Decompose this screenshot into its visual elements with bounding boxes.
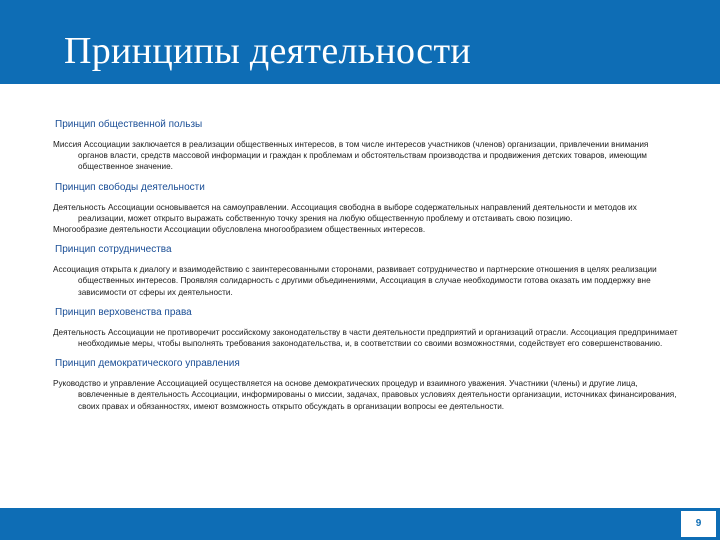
section-title: Принцип общественной пользы bbox=[55, 119, 203, 130]
page-number-box bbox=[681, 511, 716, 537]
section-paragraph: Многообразие деятельности Ассоциации обусловлена многообразием общественных интересов. bbox=[53, 225, 426, 235]
section-title: Принцип верховенства права bbox=[55, 306, 192, 318]
section-paragraph: Руководство и управление Ассоциацией осуществляется на основе демократических процедур и взаимного уважения. Участники (члены) и другие лица, вовлеченные в деятельность Ассоциации, информированы о миссии, задачах, правовых условиях деятельности организации, источниках финансирования, своих правах и обязанностях, имеют возможность открыто обсуждать в организации вопросы ее деятельности. bbox=[53, 379, 677, 411]
footer-bar bbox=[0, 508, 720, 540]
section-paragraph: Деятельность Ассоциации не противоречит российскому законодательству в части деятельности предприятий и организаций отрасли. Ассоциация предпринимает необходимые меры, чтобы выполнять требования законодательства, и, в соответствии со своими возможностями, содействует его совершенствованию. bbox=[53, 327, 678, 349]
section-rule-of-law bbox=[53, 306, 678, 349]
content-area bbox=[53, 118, 678, 412]
section-public-benefit bbox=[53, 118, 678, 173]
section-title: Принцип демократического управления bbox=[55, 358, 240, 370]
section-paragraph: Миссия Ассоциации заключается в реализации общественных интересов, в том числе интересов участников (членов) организации, привлечении внимания органов власти, средств массовой информации и граждан к проблемам и обстоятельствам производства и продвижения детских товаров, имеющим общественное значение. bbox=[53, 140, 649, 172]
section-paragraph: Деятельность Ассоциации основывается на самоуправлении. Ассоциация свободна в выборе содержательных направлений деятельности и методов их реализации, может открыто выражать собственную точку зрения на любую общественную проблему и отстаивать свою позицию. bbox=[53, 202, 637, 223]
section-paragraph: Ассоциация открыта к диалогу и взаимодействию с заинтересованными сторонами, развивает сотрудничество и партнерские отношения в целях реализации общественных интересов. Проявляя солидарность с другими объединениями, Ассоциация в случае необходимости готова оказать им поддержку вне зависимости от сферы их деятельности. bbox=[53, 265, 657, 297]
header-bar bbox=[0, 0, 720, 84]
section-title: Принцип свободы деятельности bbox=[55, 181, 205, 193]
section-freedom bbox=[53, 181, 678, 236]
section-democratic-governance bbox=[53, 357, 678, 412]
page-title: Принципы деятельности bbox=[64, 30, 471, 72]
page-number: 9 bbox=[695, 518, 702, 529]
section-cooperation bbox=[53, 243, 678, 298]
section-title: Принцип сотрудничества bbox=[55, 244, 172, 256]
